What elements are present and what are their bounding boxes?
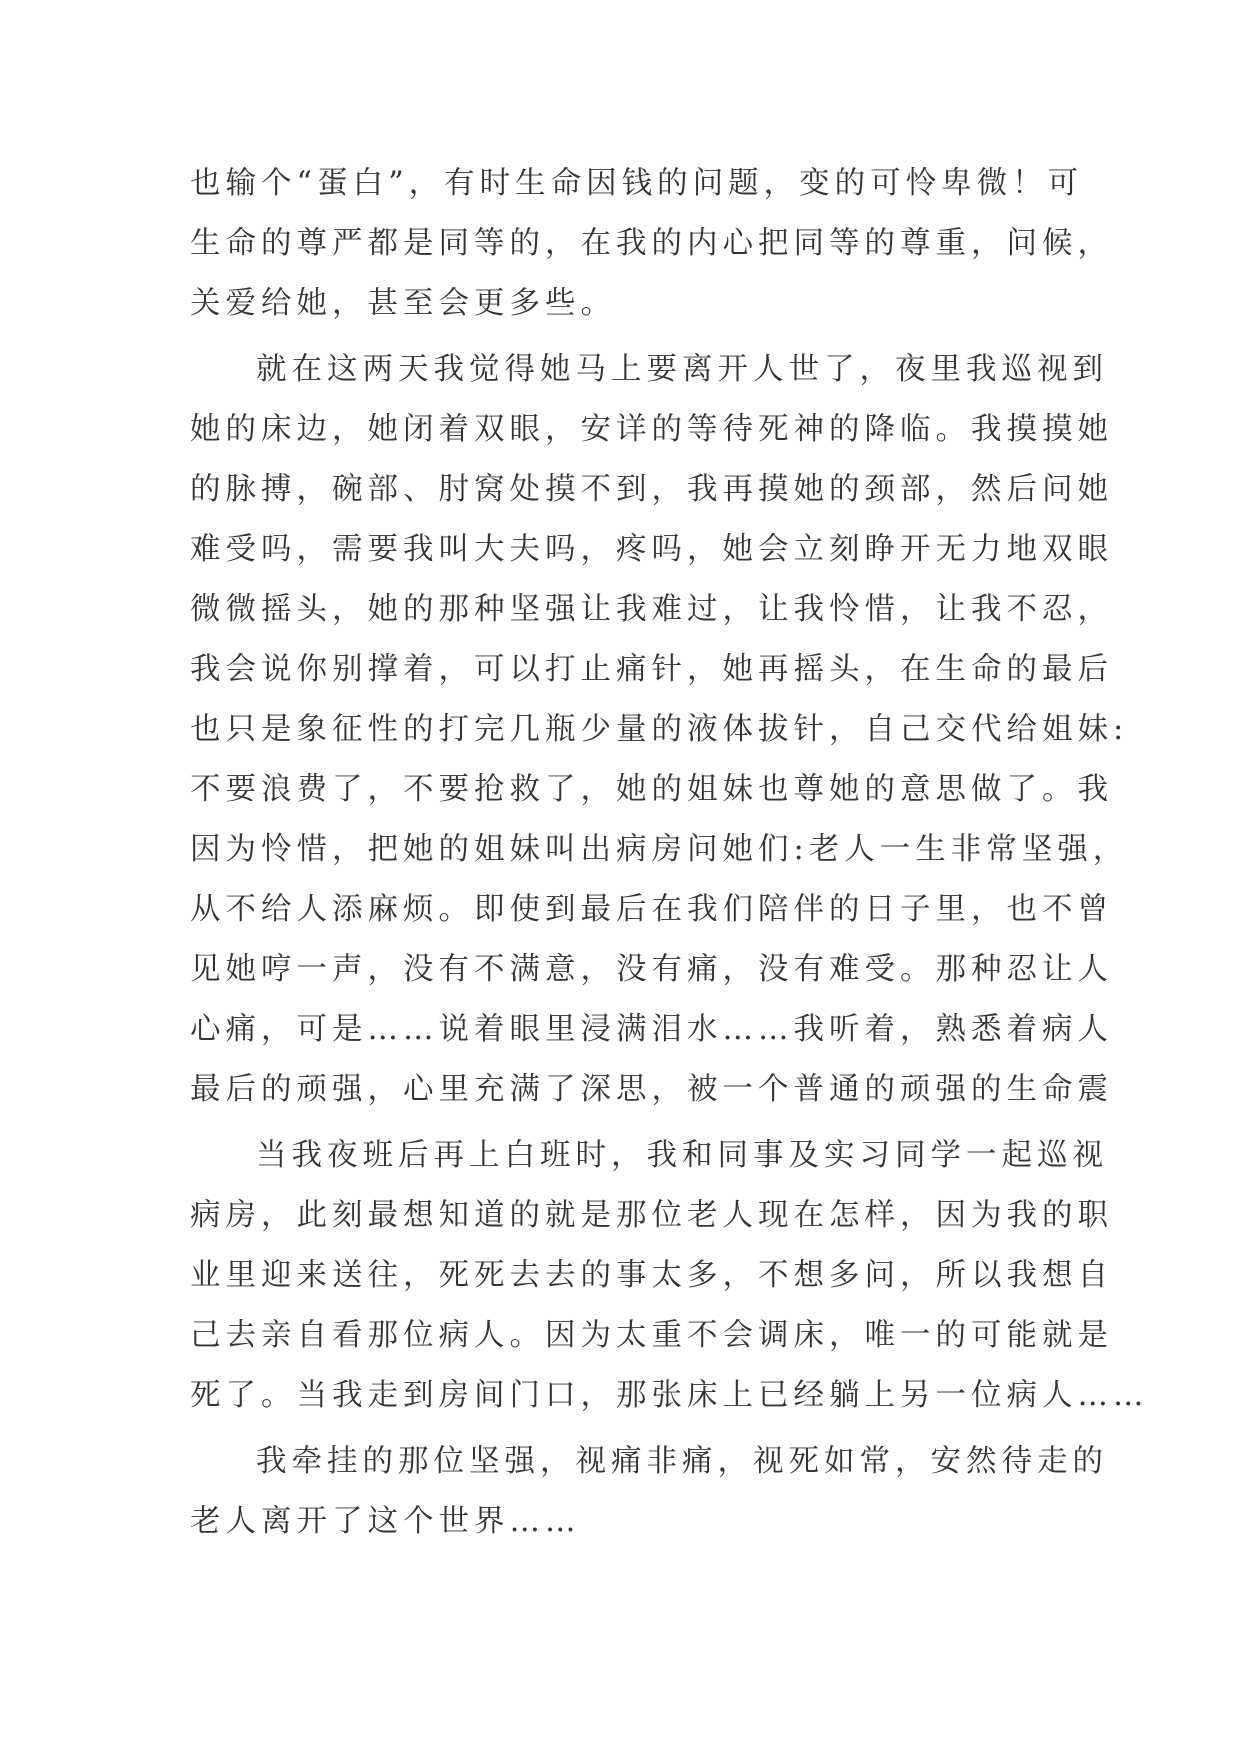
text-line: 不要浪费了，不要抢救了，她的姐妹也尊她的意思做了。我 (190, 772, 1113, 807)
text-line: 就在这两天我觉得她马上要离开人世了，夜里我巡视到 (256, 352, 1108, 387)
text-line: 当我夜班后再上白班时，我和同事及实习同学一起巡视 (256, 1138, 1108, 1173)
text-line: 己去亲自看那位病人。因为太重不会调床，唯一的可能就是 (190, 1318, 1113, 1353)
text-line: 微微摇头，她的那种坚强让我难过，让我怜惜，让我不忍， (190, 592, 1113, 627)
text-line: 从不给人添麻烦。即使到最后在我们陪伴的日子里，也不曾 (190, 892, 1113, 927)
document-body (190, 154, 1149, 1552)
text-line: 我牵挂的那位坚强，视痛非痛，视死如常，安然待走的 (256, 1444, 1108, 1479)
text-line: 我会说你别撑着，可以打止痛针，她再摇头，在生命的最后 (190, 652, 1113, 687)
text-line: 关爱给她，甚至会更多些。 (190, 286, 616, 321)
text-line: 也只是象征性的打完几瓶少量的液体拔针，自己交代给姐妹: (190, 712, 1129, 747)
paragraph (190, 340, 1129, 1120)
text-line: 最后的顽强，心里充满了深思，被一个普通的顽强的生命震 (190, 1072, 1113, 1107)
text-line: 心痛，可是……说着眼里浸满泪水……我听着，熟悉着病人 (190, 1012, 1113, 1047)
paragraph (190, 1432, 1108, 1552)
text-line: 她的床边，她闭着双眼，安详的等待死神的降临。我摸摸她 (190, 412, 1113, 447)
text-line: 业里迎来送往，死死去去的事太多，不想多问，所以我想自 (190, 1258, 1113, 1293)
text-line: 生命的尊严都是同等的，在我的内心把同等的尊重，问候， (190, 226, 1113, 261)
text-line: 难受吗，需要我叫大夫吗，疼吗，她会立刻睁开无力地双眼 (190, 532, 1113, 567)
text-line: 因为怜惜，把她的姐妹叫出病房问她们:老人一生非常坚强， (190, 832, 1129, 867)
text-line: 的脉搏，碗部、肘窝处摸不到，我再摸她的颈部，然后问她 (190, 472, 1113, 507)
text-line: 见她哼一声，没有不满意，没有痛，没有难受。那种忍让人 (190, 952, 1113, 987)
paragraph (190, 154, 1113, 334)
text-line: 病房，此刻最想知道的就是那位老人现在怎样，因为我的职 (190, 1198, 1113, 1233)
paragraph (190, 1126, 1149, 1426)
text-line: 死了。当我走到房间门口，那张床上已经躺上另一位病人…… (190, 1378, 1149, 1413)
text-line: 也输个“蛋白”，有时生命因钱的问题，变的可怜卑微！可 (190, 166, 1084, 201)
text-line: 老人离开了这个世界…… (190, 1504, 581, 1539)
